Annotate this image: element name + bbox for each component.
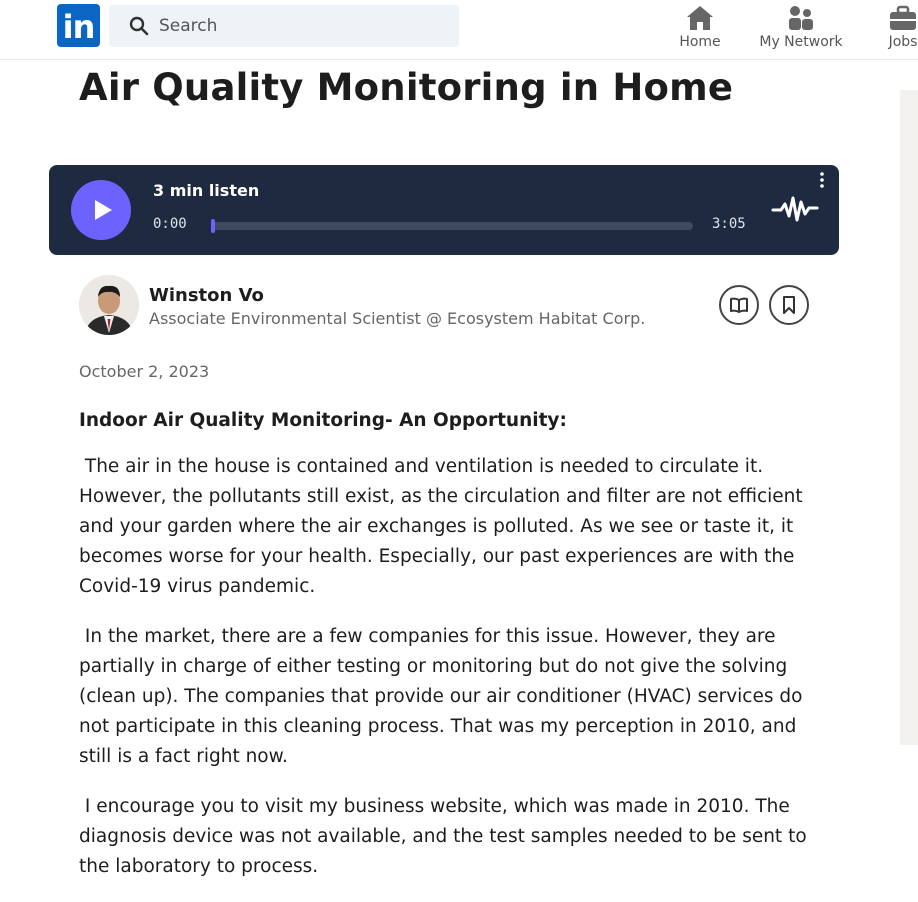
progress-slider[interactable] bbox=[211, 222, 693, 230]
current-time: 0:00 bbox=[153, 216, 187, 232]
listen-duration-label: 3 min listen bbox=[153, 181, 260, 200]
publish-date: October 2, 2023 bbox=[79, 362, 210, 381]
total-time: 3:05 bbox=[712, 216, 746, 232]
save-article-button[interactable] bbox=[769, 285, 809, 325]
play-button[interactable] bbox=[71, 180, 131, 240]
search-input[interactable] bbox=[159, 5, 449, 47]
nav-item-label: Home bbox=[679, 34, 721, 50]
search-box[interactable] bbox=[109, 5, 459, 47]
progress-handle[interactable] bbox=[211, 219, 215, 233]
article-paragraph: I encourage you to visit my business website, which was made in 2010. The diagnosis device was not available, and the test samples needed to be sent to the laboratory to process. bbox=[79, 796, 813, 877]
right-side-panel bbox=[900, 90, 918, 745]
audio-wave-icon bbox=[771, 193, 819, 223]
home-icon bbox=[685, 4, 715, 32]
people-icon bbox=[786, 4, 816, 32]
play-icon bbox=[95, 200, 112, 220]
article-paragraph: The air in the house is contained and ventilation is needed to circulate it. However, the pollutants still exist, as the circulation and filter are not efficient and your garden where the air exchanges is polluted. As we see or taste it, it becomes worse for your health. Especially, our past experiences are with the Covid-19 virus pandemic. bbox=[79, 456, 809, 597]
avatar-image bbox=[79, 275, 139, 335]
audio-player bbox=[49, 165, 839, 255]
top-nav bbox=[0, 0, 918, 60]
nav-item-label: My Network bbox=[759, 34, 843, 50]
more-options-icon[interactable] bbox=[815, 171, 829, 191]
article-body bbox=[79, 406, 819, 902]
author-headline: Associate Environmental Scientist @ Ecosystem Habitat Corp. bbox=[149, 309, 646, 328]
author-name[interactable]: Winston Vo bbox=[149, 285, 264, 306]
nav-item-home[interactable] bbox=[668, 0, 732, 59]
search-icon bbox=[129, 16, 149, 36]
article-section-heading: Indoor Air Quality Monitoring- An Opportunity: bbox=[79, 410, 567, 431]
article-title: Air Quality Monitoring in Home bbox=[79, 66, 734, 109]
author-avatar[interactable] bbox=[79, 275, 139, 335]
linkedin-logo[interactable]: in bbox=[57, 4, 100, 47]
nav-item-my-network[interactable] bbox=[755, 0, 847, 59]
reading-mode-button[interactable] bbox=[719, 285, 759, 325]
nav-item-jobs[interactable] bbox=[878, 0, 918, 59]
open-book-icon bbox=[730, 296, 748, 314]
briefcase-icon bbox=[888, 4, 918, 32]
bookmark-icon bbox=[780, 296, 798, 314]
nav-item-label: Jobs bbox=[888, 34, 918, 50]
article-paragraph: In the market, there are a few companies for this issue. However, they are partially in charge of either testing or monitoring but do not give the solving (clean up). The companies that provide our air conditioner (HVAC) services do not participate in this cleaning process. That was my perception in 2010, and still is a fact right now. bbox=[79, 626, 809, 767]
